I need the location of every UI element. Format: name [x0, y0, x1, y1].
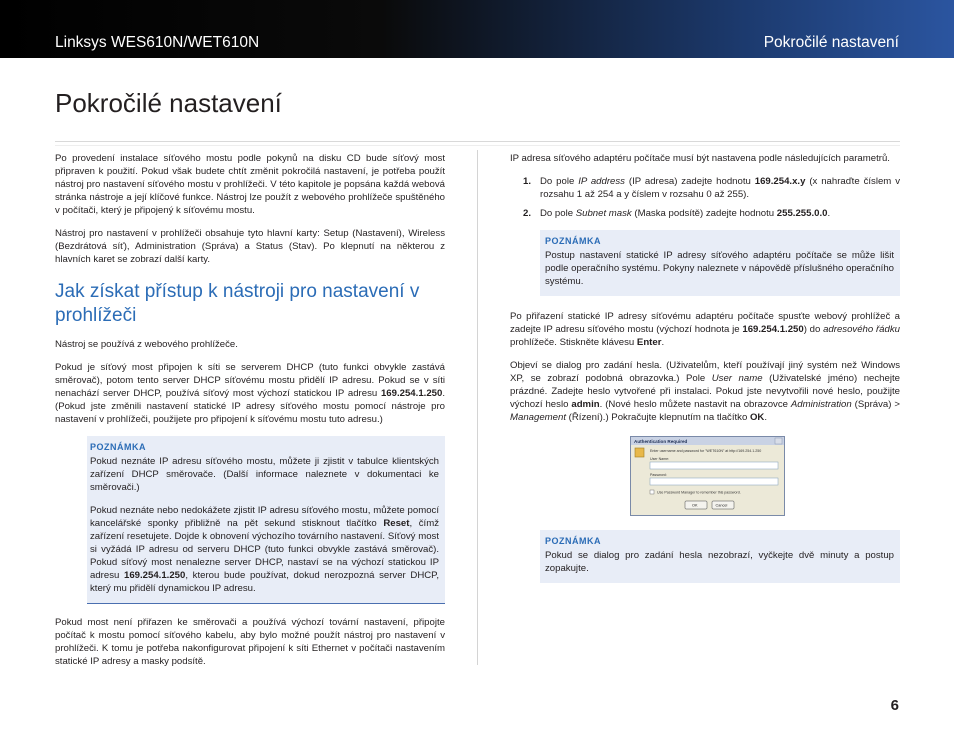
dialog-title: Authentication Required: [634, 439, 688, 444]
access-paragraph-1: Nástroj se používá z webového prohlížeče.: [55, 339, 238, 350]
intro-paragraph-1: Po provedení instalace síťového mostu podle pokynů na disku CD bude síťový most připraven k použití. Pokud však budete chtít změnit pokročilá nastavení, je potřeba použít nástroj pro nastavení síťového mostu v prohlížeči. V této kapitole je popsána každá webová stránka nástroje a její klíčové funkce. Nástroj lze použít z webového prohlížeče spuštěného v počítači, který je připojený k síťovému mostu.: [55, 153, 445, 216]
page-title: Pokročilé nastavení: [55, 88, 282, 118]
dialog-cancel-label: Cancel: [715, 503, 728, 508]
header-bar: [0, 0, 954, 58]
key-icon: [635, 448, 644, 457]
intro-paragraph-2: Nástroj pro nastavení v prohlížeči obsahuje tyto hlavní karty: Setup (Nastavení), Wireless (Bezdrátová síť), Administration (Správa) a Status (Stav). Po klepnutí na některou z hlavních karet se zobrazí další karty.: [55, 228, 445, 265]
dialog-prompt: Enter username and password for "WET610N" at http://169.254.1.250: [650, 449, 762, 453]
note-label: POZNÁMKA: [545, 236, 601, 246]
password-paragraph: Objeví se dialog pro zadání hesla. (Uživatelům, kteří používají jiný systém než Windows XP, se zobrazí podobná obrazovka.) Pole User name (Uživatelské jméno) nechejte prázdné. Zadejte heslo vytvořené při instalaci. Pokud jste nevytvořili nové heslo, použijte výchozí heslo admin. (Nové heslo můžete nastavit na obrazovce Administration (Správa) > Management (Řízení).) Pokračujte klepnutím na tlačítko OK.: [510, 360, 900, 423]
dialog-pass-field: [650, 478, 778, 485]
steps-list: [510, 175, 900, 220]
dialog-pass-label: Password:: [650, 473, 667, 477]
note-label: POZNÁMKA: [545, 536, 601, 546]
page-number: 6: [890, 697, 899, 714]
dialog-ok-label: OK: [692, 503, 698, 508]
right-column: [510, 152, 900, 597]
access-paragraph-2: Pokud je síťový most připojen k síti se serverem DHCP (tuto funkci obvykle zastává směrovač), potom tento server DHCP síťovému mostu přidělí IP adresu. Pokud se v síti nenachází server DHCP, používá síťový most výchozí statickou IP adresu 169.254.1.250. (Pokud jste změnili nastavení statické IP adresy síťového mostu pomocí nástroje pro nastavení v prohlížeči, použijete pro připojení k síťovému mostu tuto adresu.): [55, 362, 445, 425]
adapter-intro: IP adresa síťového adaptéru počítače musí být nastavena podle následujících parametrů.: [510, 153, 890, 164]
note-text: Pokud se dialog pro zadání hesla nezobrazí, vyčkejte dvě minuty a postup zopakujte.: [545, 550, 894, 574]
header-section: Pokročilé nastavení: [763, 34, 899, 51]
dialog-remember-checkbox: [650, 490, 654, 494]
login-dialog-image: [630, 436, 785, 516]
browser-paragraph: Po přiřazení statické IP adresy síťovému adaptéru počítače spusťte webový prohlížeč a zadejte IP adresu síťového mostu (výchozí hodnota je 169.254.1.250) do adresového řádku prohlížeče. Stiskněte klávesu Enter.: [510, 311, 900, 348]
dialog-remember-label: Use Password Manager to remember this password.: [657, 490, 741, 495]
title-rule-secondary: [55, 145, 900, 146]
access-paragraph-3: Pokud most není přiřazen ke směrovači a používá výchozí tovární nastavení, připojte počítač k mostu pomocí síťového kabelu, aby bylo možné použít nástroj pro nastavení v prohlížeči. K tomu je potřeba nakonfigurovat připojení k síti Ethernet v počítači nastavením statické IP adresy a masky podsítě.: [55, 617, 445, 667]
column-divider: [477, 150, 478, 665]
login-dialog-screenshot: [630, 436, 785, 516]
dialog-user-field: [650, 462, 778, 469]
section-heading: Jak získat přístup k nástroji pro nastavení v prohlížeči: [55, 281, 420, 326]
note-text-1: Pokud neznáte IP adresu síťového mostu, můžete ji zjistit v tabulce klientských zařízení DHCP směrovače. (Další informace naleznete v dokumentaci ke směrovači.): [90, 456, 439, 493]
note-box-ip: [87, 436, 445, 604]
dialog-user-label: User Name:: [650, 457, 670, 461]
left-column: [55, 152, 445, 678]
title-rule: [55, 141, 900, 142]
note-box-dialog: [540, 530, 900, 583]
header-product: Linksys WES610N/WET610N: [55, 34, 260, 51]
step-ip-address: 1. Do pole IP address (IP adresa) zadejte hodnotu 169.254.x.y (x nahraďte číslem v rozsahu 1 až 254 a y číslem v rozsahu 0 až 255).: [523, 176, 900, 200]
note-text: Postup nastavení statické IP adresy síťového adaptéru počítače se může lišit podle operačního systému. Pokyny naleznete v nápovědě příslušného operačního systému.: [545, 250, 894, 287]
note-box-os: [540, 230, 900, 296]
note-label: POZNÁMKA: [90, 442, 146, 452]
note-text-2: Pokud neznáte nebo nedokážete zjistit IP adresu síťového mostu, můžete pomocí kancelářské sponky přibližně na pět sekund stisknout tlačítko Reset, čímž zařízení resetujete. Dojde k obnovení výchozího továrního nastavení. Síťový most si vyžádá IP adresu od serveru DHCP (tuto funkci obvykle zastává směrovač). Pokud síťový most nenalezne server DHCP, nastaví se na výchozí statickou IP adresu 169.254.1.250, kterou bude používat, dokud nerozpozná server DHCP, který mu přidělí dynamickou IP adresu.: [90, 505, 439, 594]
step-subnet-mask: 2. Do pole Subnet mask (Maska podsítě) zadejte hodnotu 255.255.0.0.: [523, 208, 831, 219]
